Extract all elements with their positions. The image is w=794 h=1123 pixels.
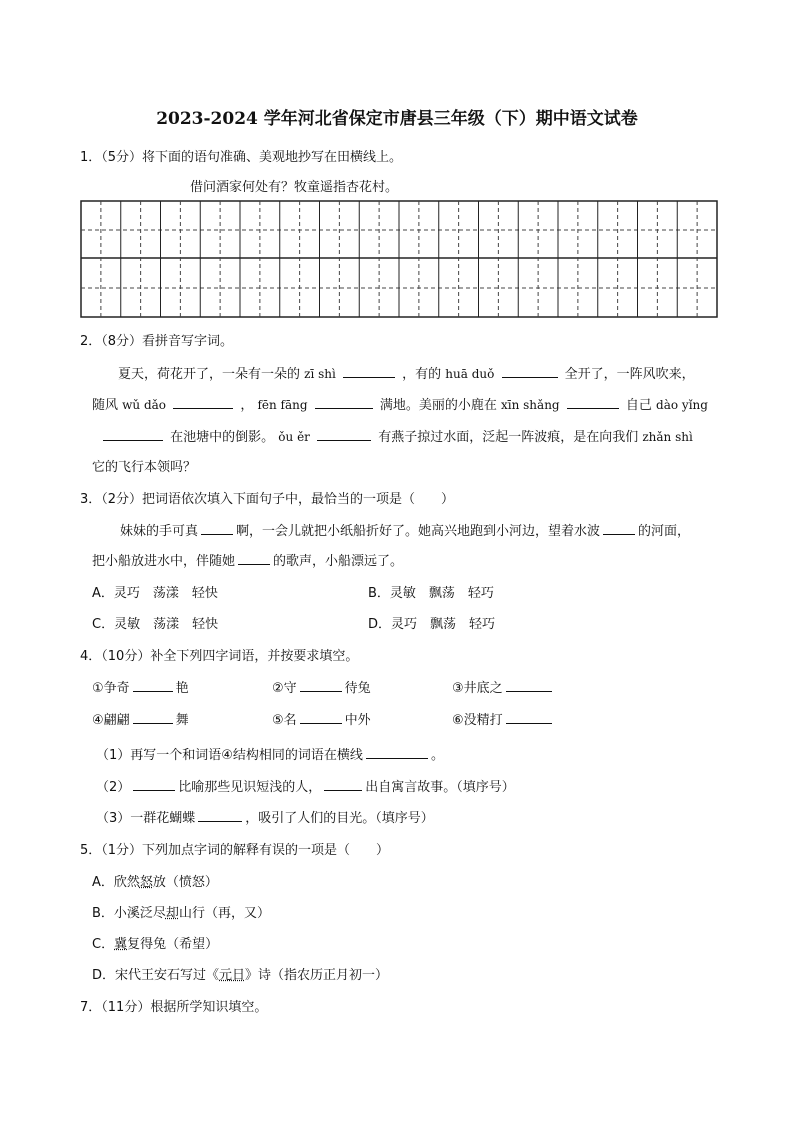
answer-blank[interactable]: [201, 520, 233, 535]
q3-text: 把小船放进水中，伴随她: [92, 554, 236, 569]
option-text: C．: [92, 937, 115, 952]
pinyin-daoying: dào yǐng: [656, 398, 708, 412]
answer-blank[interactable]: [133, 677, 173, 692]
q2-text: 全开了，一阵风吹来，: [564, 367, 695, 382]
q2-text: 随风: [92, 398, 119, 413]
idiom-text: 艳: [175, 681, 189, 696]
question-4-stem: 4．（10分）补全下列四字词语，并按要求填空。: [80, 649, 359, 664]
answer-blank[interactable]: [506, 709, 552, 724]
pinyin-zhanshi: zhǎn shì: [642, 430, 693, 444]
q2-paragraph-line-2: [92, 394, 708, 413]
q5-option-d[interactable]: [92, 964, 388, 983]
idiom-text: 中外: [344, 713, 371, 728]
option-text: 放（愤怒）: [152, 875, 218, 890]
answer-blank[interactable]: [103, 426, 163, 441]
idiom-6: [452, 709, 555, 728]
answer-blank[interactable]: [300, 709, 342, 724]
copy-sentence: 借问酒家何处有？牧童遥指杏花村。: [190, 180, 399, 195]
question-3-stem: 3．（2分）把词语依次填入下面句子中，最恰当的一项是（ ）: [80, 492, 455, 507]
option-text: D．宋代王安石写过《: [92, 968, 220, 983]
idiom-text: 舞: [175, 713, 189, 728]
q2-text: ，有的: [402, 367, 442, 382]
option-text: 山行（再，又）: [178, 906, 270, 921]
q2-paragraph-line-3: [100, 426, 693, 445]
idiom-text: ②守: [272, 681, 297, 696]
idiom-1: [92, 677, 189, 696]
idiom-text: ④翩翩: [92, 713, 130, 728]
q3-sentence-line-1: [120, 520, 690, 539]
q2-text: ，: [240, 398, 254, 413]
writing-grid[interactable]: [80, 200, 718, 318]
idiom-2: [272, 677, 371, 696]
question-2-stem: 2．（8分）看拼音写字词。: [80, 334, 234, 349]
answer-blank[interactable]: [173, 394, 233, 409]
q5-option-a[interactable]: [92, 871, 218, 890]
subquestion-text: 比喻那些见识短浅的人，: [178, 780, 322, 795]
question-5-stem: 5．（1分）下列加点字词的解释有误的一项是（ ）: [80, 843, 390, 858]
answer-blank[interactable]: [238, 550, 270, 565]
idiom-text: ①争奇: [92, 681, 130, 696]
idiom-text: ⑥没精打: [452, 713, 503, 728]
answer-blank[interactable]: [366, 744, 428, 759]
q4-subquestion-2: [96, 776, 515, 795]
subquestion-text: 。: [430, 748, 444, 763]
idiom-5: [272, 709, 371, 728]
idiom-4: [92, 709, 189, 728]
q2-text: 满地。美丽的小鹿在: [379, 398, 497, 413]
answer-blank[interactable]: [567, 394, 619, 409]
q3-sentence-line-2: [92, 550, 403, 569]
answer-blank[interactable]: [317, 426, 371, 441]
answer-blank[interactable]: [502, 363, 558, 378]
subquestion-text: （3）一群花蝴蝶: [96, 811, 196, 826]
q3-option-b[interactable]: B．灵敏 飘荡 轻巧: [368, 586, 494, 601]
pinyin-xinshang: xīn shǎng: [501, 398, 560, 412]
option-text: 》诗（指农历正月初一）: [245, 968, 389, 983]
answer-blank[interactable]: [133, 776, 175, 791]
subquestion-text: （2）: [96, 780, 131, 795]
writing-grid-lines: [80, 200, 718, 318]
pinyin-ouer: ǒu ěr: [278, 430, 310, 444]
subquestion-text: ，吸引了人们的目光。（填序号）: [245, 811, 434, 826]
subquestion-text: （1）再写一个和词语④结构相同的词语在横线: [96, 748, 363, 763]
pinyin-zishi: zī shì: [304, 367, 336, 381]
q5-option-c[interactable]: [92, 933, 218, 952]
idiom-text: ③井底之: [452, 681, 503, 696]
q2-text: 夏天，荷花开了，一朵有一朵的: [118, 367, 301, 382]
q3-option-c[interactable]: C．灵敏 荡漾 轻快: [92, 617, 219, 632]
q3-text: 妹妹的手可真: [120, 524, 199, 539]
answer-blank[interactable]: [133, 709, 173, 724]
q3-text: 的河面，: [638, 524, 691, 539]
dotted-word: 却: [165, 906, 179, 921]
idiom-text: 待兔: [344, 681, 371, 696]
option-text: 复得兔（希望）: [127, 937, 219, 952]
q3-option-a[interactable]: A．灵巧 荡漾 轻快: [92, 586, 218, 601]
pinyin-wudao: wǔ dǎo: [122, 398, 167, 412]
idiom-3: [452, 677, 555, 696]
q2-paragraph-line-4: 它的飞行本领吗？: [92, 460, 197, 475]
option-text: B．小溪泛尽: [92, 906, 166, 921]
answer-blank[interactable]: [198, 807, 242, 822]
q4-subquestion-3: [96, 807, 434, 826]
answer-blank[interactable]: [343, 363, 395, 378]
q3-text: 的歌声，小船漂远了。: [273, 554, 404, 569]
idiom-text: ⑤名: [272, 713, 297, 728]
q2-paragraph-line-1: [118, 363, 695, 382]
dotted-word: 怒: [139, 875, 153, 890]
dotted-word: 冀: [114, 937, 128, 952]
pinyin-fenfang: fēn fāng: [257, 398, 308, 412]
q4-subquestion-1: [96, 744, 444, 763]
pinyin-huaduo: huā duǒ: [445, 367, 495, 381]
question-1-stem: 1．（5分）将下面的语句准确、美观地抄写在田横线上。: [80, 150, 403, 165]
answer-blank[interactable]: [324, 776, 362, 791]
q5-option-b[interactable]: [92, 902, 270, 921]
answer-blank[interactable]: [300, 677, 342, 692]
subquestion-text: 出自寓言故事。（填序号）: [365, 780, 515, 795]
page-title: 2023-2024 学年河北省保定市唐县三年级（下）期中语文试卷: [156, 109, 638, 129]
question-7-stem: 7．（11分）根据所学知识填空。: [80, 1000, 268, 1015]
q3-option-d[interactable]: D．灵巧 飘荡 轻巧: [368, 617, 496, 632]
q3-text: 啊，一会儿就把小纸船折好了。她高兴地跑到小河边，望着水波: [236, 524, 601, 539]
q2-text: 在池塘中的倒影。: [170, 430, 275, 445]
answer-blank[interactable]: [506, 677, 552, 692]
q2-text: 有燕子掠过水面，泛起一阵波痕，是在向我们: [378, 430, 639, 445]
dotted-word: 元日: [219, 968, 246, 983]
q2-text: 自己: [625, 398, 652, 413]
answer-blank[interactable]: [603, 520, 635, 535]
answer-blank[interactable]: [315, 394, 373, 409]
option-text: A．欣然: [92, 875, 140, 890]
